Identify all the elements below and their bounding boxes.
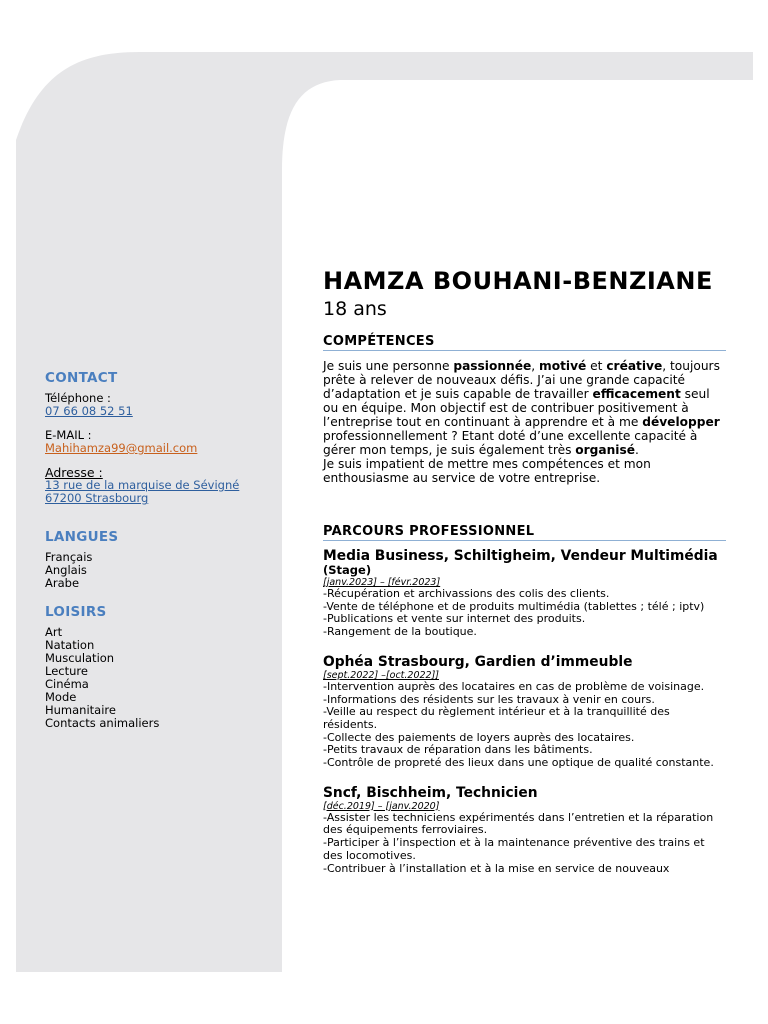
job-entry [323, 655, 726, 770]
job-dates: [sept.2022] –[oct.2022]] [323, 669, 440, 681]
list-item: Art [45, 625, 63, 639]
job-dates: [déc.2019] – [janv.2020] [323, 800, 440, 812]
phone-label: Téléphone : [45, 391, 111, 405]
job-task: -Veille au respect du règlement intérieur et à la tranquillité des résidents. [323, 705, 670, 731]
address-line-1[interactable]: 13 rue de la marquise de Sévigné [45, 478, 240, 492]
job-task: -Intervention auprès des locataires en cas de problème de voisinage. [323, 679, 705, 693]
list-item: Mode [45, 690, 77, 704]
job-task: -Petits travaux de réparation dans les bâtiments. [323, 743, 593, 757]
email-label: E-MAIL : [45, 428, 92, 442]
job-task: -Contribuer à l’installation et à la mise en service de nouveaux [323, 861, 670, 875]
langues-list [45, 551, 275, 590]
main-content [323, 268, 726, 891]
sidebar [45, 372, 275, 741]
job-task: -Publications et vente sur internet des produits. [323, 612, 586, 626]
person-age: 18 ans [323, 298, 387, 320]
address-line-2[interactable]: 67200 Strasbourg [45, 491, 149, 505]
job-entry [323, 786, 726, 876]
list-item: Lecture [45, 664, 88, 678]
job-entry [323, 549, 726, 639]
loisirs-heading: LOISIRS [45, 604, 107, 620]
job-task: -Participer à l’inspection et à la maintenance préventive des trains et des locomotives. [323, 836, 705, 862]
list-item: Cinéma [45, 677, 89, 691]
job-task: -Récupération et archivassions des colis des clients. [323, 587, 610, 600]
phone-link[interactable]: 07 66 08 52 51 [45, 404, 133, 418]
parcours-heading: PARCOURS PROFESSIONNEL [323, 525, 726, 541]
job-dates: [janv.2023] – [févr.2023] [323, 577, 441, 588]
job-task: -Vente de téléphone et de produits multimédia (tablettes ; télé ; iptv) [323, 599, 705, 613]
contact-heading: CONTACT [45, 370, 118, 386]
address-label: Adresse : [45, 465, 103, 480]
list-item: Natation [45, 638, 95, 652]
list-item: Contacts animaliers [45, 716, 160, 730]
profile-closing: Je suis impatient de mettre mes compétences et mon enthousiasme au service de votre entreprise. [323, 457, 651, 485]
job-task: -Collecte des paiements de loyers auprès des locataires. [323, 730, 635, 744]
list-item: Humanitaire [45, 703, 116, 717]
job-task: -Informations des résidents sur les travaux à venir en cours. [323, 692, 655, 706]
job-task: -Assister les techniciens expérimentés dans l’entretien et la réparation des équipements ferroviaires. [323, 810, 714, 837]
competences-heading: COMPÉTENCES [323, 335, 726, 351]
list-item: Français [45, 550, 93, 564]
email-link[interactable]: Mahihamza99@gmail.com [45, 441, 198, 455]
profile-summary [323, 359, 726, 485]
list-item: Musculation [45, 651, 115, 665]
person-name: HAMZA BOUHANI-BENZIANE [323, 267, 713, 295]
job-title: Sncf, Bischheim, Technicien [323, 784, 538, 801]
profile-paragraph: Je suis une personne passionnée, motivé et créative, toujours prête à relever de nouveaux défis. J’ai une grande capacité d’adaptation et je suis capable de travailler efficacement seul ou en équipe. Mon objectif est de contribuer positivement à l’entreprise tout en continuant à apprendre et à me développer professionnellement ? Etant doté d’une excellente capacité à gérer mon temps, je suis également très organisé. [323, 359, 720, 457]
loisirs-list [45, 626, 275, 730]
job-type: (Stage) [323, 563, 372, 577]
job-title: Ophéa Strasbourg, Gardien d’immeuble [323, 653, 633, 670]
job-title: Media Business, Schiltigheim, Vendeur Multimédia [323, 548, 718, 564]
job-task: -Rangement de la boutique. [323, 625, 477, 639]
job-task: -Contrôle de propreté des lieux dans une optique de qualité constante. [323, 756, 714, 770]
list-item: Anglais [45, 563, 87, 577]
list-item: Arabe [45, 576, 80, 590]
langues-heading: LANGUES [45, 529, 119, 545]
